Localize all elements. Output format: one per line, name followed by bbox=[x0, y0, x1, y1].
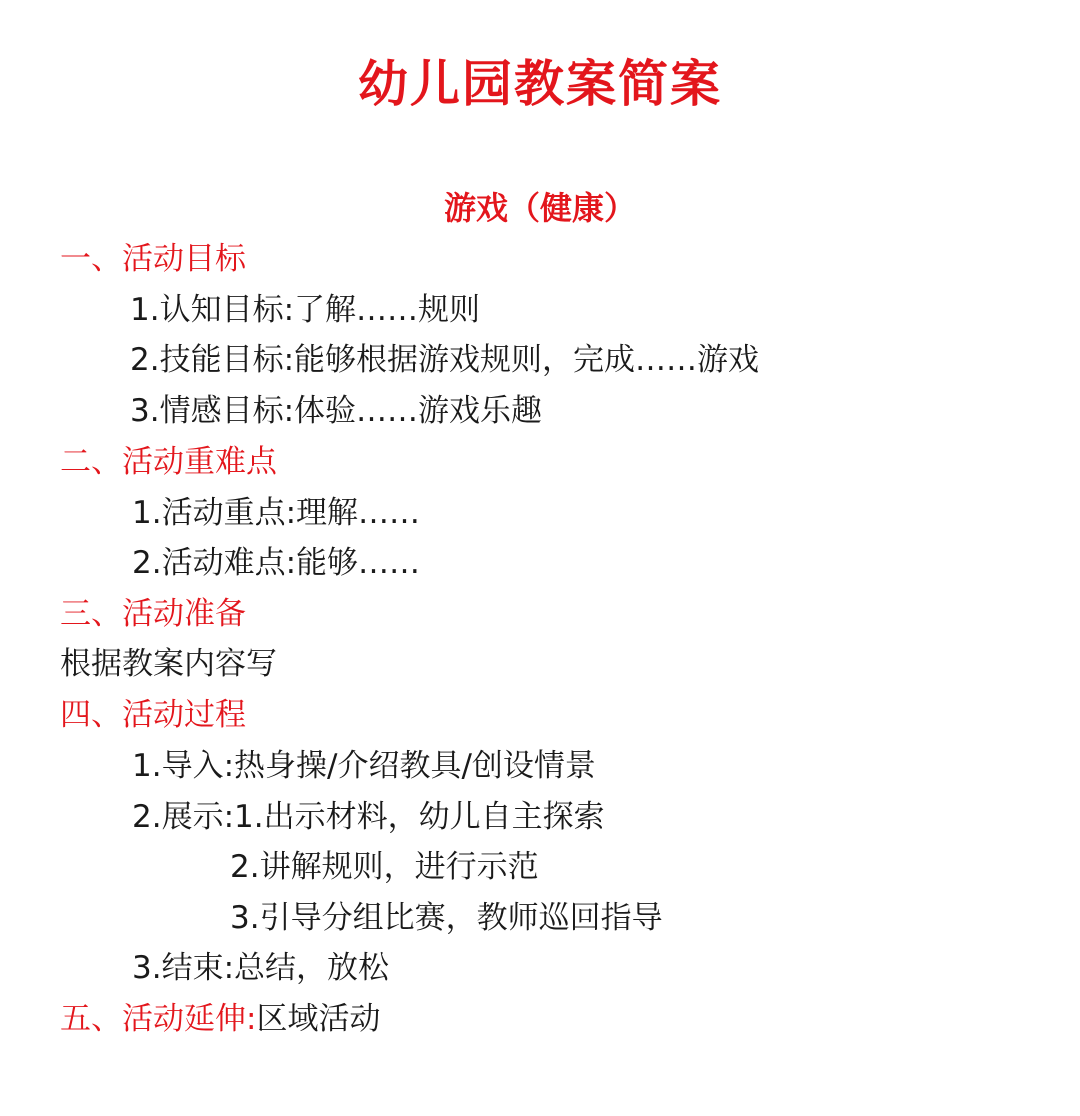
section-heading-key-points: 二、活动重难点 bbox=[60, 444, 277, 480]
goal-item-cognitive: 1.认知目标:了解……规则 bbox=[130, 292, 481, 328]
key-point-item: 1.活动重点:理解…… bbox=[132, 495, 421, 531]
section-heading-preparation: 三、活动准备 bbox=[60, 596, 246, 632]
page-subtitle: 游戏（健康） bbox=[443, 189, 636, 227]
section-heading-goals: 一、活动目标 bbox=[60, 241, 246, 277]
extension-text: 区域活动 bbox=[256, 1001, 381, 1037]
goal-item-skill: 2.技能目标:能够根据游戏规则，完成……游戏 bbox=[130, 342, 760, 378]
section-heading-extension: 五、活动延伸: bbox=[60, 1001, 257, 1037]
section-heading-process: 四、活动过程 bbox=[60, 697, 246, 733]
goal-item-emotion: 3.情感目标:体验……游戏乐趣 bbox=[130, 393, 543, 429]
process-item-ending: 3.结束:总结，放松 bbox=[132, 950, 390, 986]
page-title: 幼儿园教案简案 bbox=[358, 55, 722, 113]
process-subitem-rules: 2.讲解规则，进行示范 bbox=[230, 849, 539, 885]
process-item-intro: 1.导入:热身操/介绍教具/创设情景 bbox=[132, 748, 596, 784]
extension-line bbox=[60, 998, 380, 1040]
process-subitem-competition: 3.引导分组比赛，教师巡回指导 bbox=[230, 900, 663, 936]
difficulty-item: 2.活动难点:能够…… bbox=[132, 545, 421, 581]
process-item-display: 2.展示:1.出示材料，幼儿自主探索 bbox=[132, 799, 605, 835]
preparation-text: 根据教案内容写 bbox=[60, 646, 277, 682]
